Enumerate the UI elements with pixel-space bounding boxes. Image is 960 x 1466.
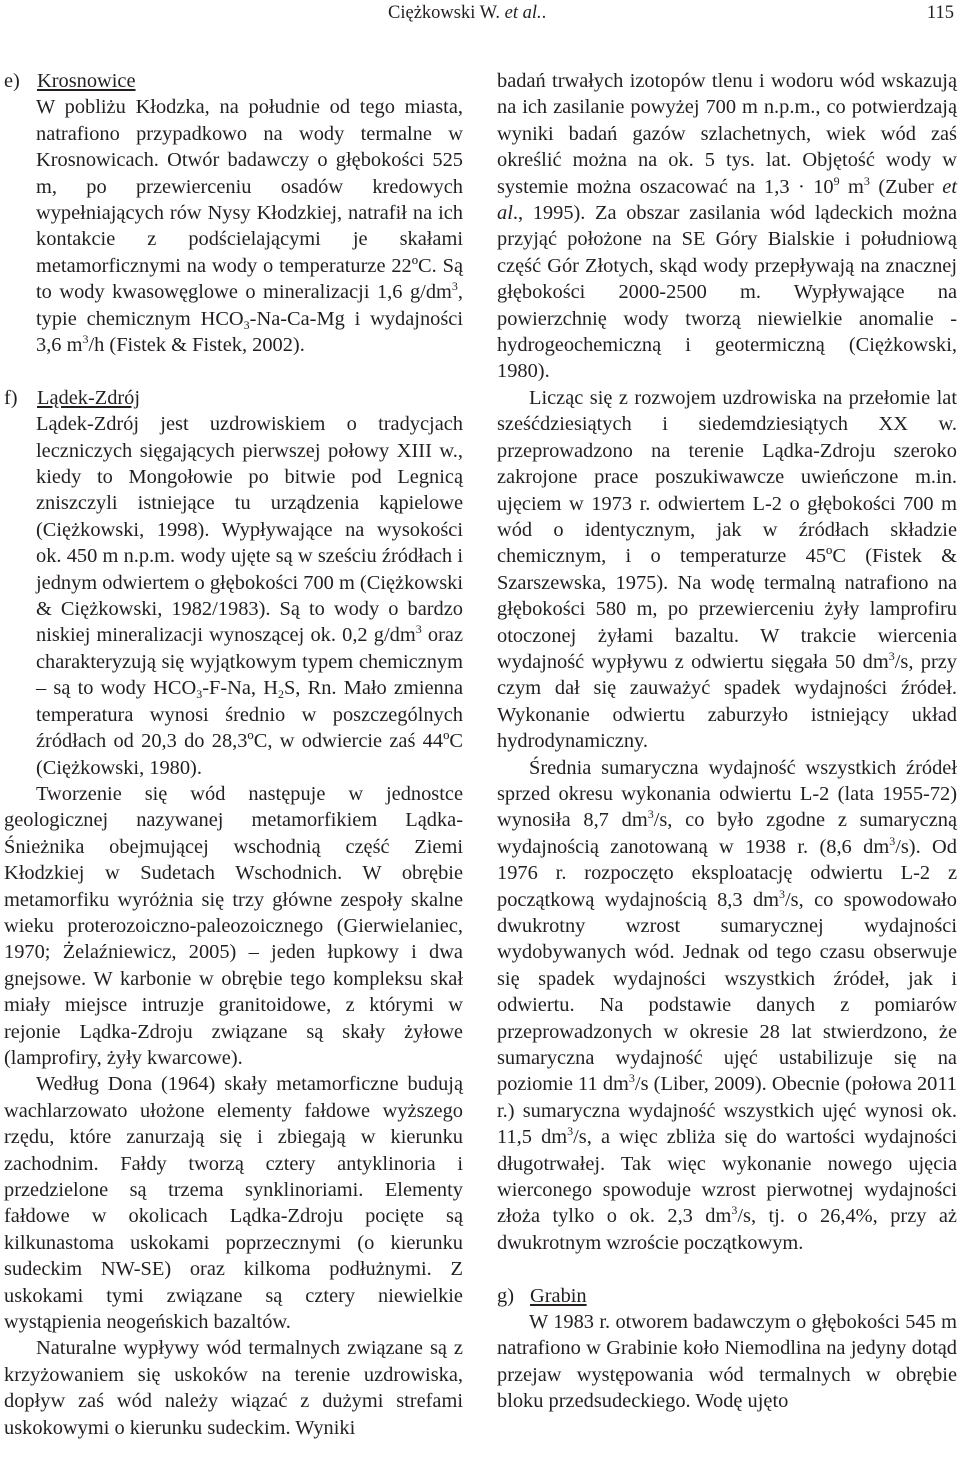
section-letter: e)	[4, 70, 20, 92]
spacer	[497, 1256, 957, 1282]
section-letter: f)	[4, 386, 18, 409]
paragraph-grabin: W 1983 r. otworem badawczym o głębokości 545 m natrafiono w Grabinie koło Niemodlina na jedyny dotąd przejaw występowania wód termalnych w obrębie bloku przedsudeckiego. Wodę ujęto	[497, 1311, 957, 1413]
paragraph-yield: Średnia sumaryczna wydajność wszystkich źródeł sprzed okresu wykonania odwiertu L-2 (lata 1955-72) wynosiła 8,7 $dm^3/s$, co było zgodne z sumaryczną wydajnością zanotowaną w 1938 r. (8,6 $dm^3/s$). Od 1976 r. rozpoczęto eksploatację odwiertu L-2 z początkową wydajnością 8,3 $dm^3/s$, co spowodowało dwukrotny wzrost sumarycznej wydajności wydobywanych wód. Jednak od tego czasu obserwuje się spadek wydajności wszystkich źródeł, jak i odwiertu. Na podstawie danych z pomiarów przeprowadzonych w okresie 28 lat stwierdzono, że sumaryczna wydajność ujęć ustabilizuje się na poziomie 11 $dm^3/s$ (Liber, 2009). Obecnie (połowa 2011 r.) sumaryczna wydajność wszystkich ujęć wynosi ok. 11,5 $dm^3/s$, a więc zbliża się do wartości wydajności długotrwałej. Tak więc wykonanie nowego ujęcia wierconego spowoduje wzrost pierwotnej wydajności złoża tylko o ok. 2,3 $dm^3/s$, tj. o 26,4%, przy aż dwukrotnym wzroście początkowym.	[497, 756, 958, 1254]
paragraph-ladek-outflows: Naturalne wypływy wód termalnych związane są z krzyżowaniem się uskoków na terenie uzdrowiska, dopływ zaś wód należy wiązać z dużymi strefami uskokowymi o kierunku sudeckim. Wyniki	[4, 1337, 463, 1439]
spacer	[4, 358, 463, 384]
section-heading-krosnowice	[4, 68, 463, 94]
right-column	[497, 68, 957, 1415]
section-title: Krosnowice	[37, 70, 136, 92]
running-head-author: Ciężkowski W. et al..	[388, 3, 547, 23]
paragraph-ladek-intro: Lądek-Zdrój jest uzdrowiskiem o tradycjach leczniczych sięgających pierwszej połowy XIII w., kiedy to Mongołowie po bitwie pod Legnicą zniszczyli istniejące tu urządzenia kąpielowe (Ciężkowski, 1998). Wypływające na wysokości ok. 450 m n.p.m. wody ujęte są w sześciu źródłach i jednym odwiertem o głębokości 700 m (Ciężkowski & Ciężkowski, 1982/1983). Są to wody o bardzo niskiej mineralizacji wynoszącej ok. 0,2 $g/dm^3$ oraz charakteryzują się wyjątkowym typem chemicznym – są to wody $HCO_3-F-Na$, $H_2S$, Rn. Mało zmienna temperatura wynosi średnio w poszczególnych źródłach od 20,3 do 28,3ºC, w odwiercie zaś 44ºC (Ciężkowski, 1980).	[36, 413, 464, 779]
paragraph-krosnowice: W pobliżu Kłodzka, na południe od tego miasta, natrafiono przypadkowo na wody termalne w Krosnowicach. Otwór badawczy o głębokości 525 m, po przewierceniu osadów kredowych wypełniających rów Nysy Kłodzkiej, natrafił na ich kontakcie z podścielającymi je skałami metamorficznymi na wody o temperaturze 22ºC. Są to wody kwasowęglowe o mineralizacji 1,6 $g/dm^3$, typie chemicznym $HCO_3-Na-Ca-Mg$ i wydajności 3,6 $m^3/h$ (Fistek & Fistek, 2002).	[36, 96, 463, 357]
section-title: Grabin	[530, 1284, 587, 1307]
paragraph-ladek-geology: Tworzenie się wód następuje w jednostce geologicznej nazywanej metamorfikiem Lądka-Śnieżnika obejmującej wschodnią część Ziemi Kłodzkiej w Sudetach Wschodnich. W obrębie metamorfiku wyróżnia się trzy główne zespoły skalne wieku proterozoiczno-paleozoicznego (Gierwielaniec, 1970; Żelaźniewicz, 2005) – jeden łupkowy i dwa gnejsowe. W karbonie w obrębie tego kompleksu skał miały miejsce intruzje granitoidowe, z którymi w rejonie Lądka-Zdroju związane są skały żyłowe (lamprofiry, żyły kwarcowe).	[4, 782, 463, 1069]
paragraph-isotopes: badań trwałych izotopów tlenu i wodoru wód wskazują na ich zasilanie powyżej 700 m n.p.m., co potwierdzają wyniki badań gazów szlachetnych, wiek wód zaś określić można na ok. 5 tys. lat. Objętość wody w systemie można oszacować na $1,3 \cdot 10^9$ $m^3$ (Zuber et al., 1995). Za obszar zasilania wód lądeckich można przyjąć położone na SE Góry Bialskie i południową część Gór Złotych, skąd wody przepływają na znacznej głębokości 2000-2500 m. Wypływające na powierzchnię wody tworzą niewielkie anomalie - hydrogeochemiczną i geotermiczną (Ciężkowski, 1980).	[497, 70, 957, 383]
left-column	[4, 68, 463, 1441]
section-heading-ladek-zdroj	[4, 385, 463, 411]
running-head-etal: et al.	[504, 3, 542, 23]
paragraph-borehole-l2: Licząc się z rozwojem uzdrowiska na przełomie lat sześćdziesiątych i siedemdziesiątych XX w. przeprowadzono na terenie Lądka-Zdroju szeroko zakrojone prace poszukiwawcze uwieńczone m.in. ujęciem w 1973 r. odwiertem L-2 o głębokości 700 m wód o identycznym, jak w źródłach składzie chemicznym, i o temperaturze 45ºC (Fistek & Szarszewska, 1975). Na wodę termalną natrafiono na głębokości 580 m, po przewierceniu żyły lamprofiru otoczonej żyłami bazaltu. W trakcie wiercenia wydajność wypływu z odwiertu sięgała 50 $dm^3/s$, przy czym dał się zauważyć spadek wydajności źródeł. Wykonanie odwiertu zaburzyło istniejący układ hydrodynamiczny.	[497, 386, 957, 753]
paragraph-ladek-folds: Według Dona (1964) skały metamorficzne budują wachlarzowato ułożone elementy fałdowe wyższego rzędu, które zanurzają się i zbiegają w kierunku zachodnim. Fałdy tworzą cztery antyklinoria i przedzielone są trzema synklinoriami. Elementy fałdowe w okolicach Lądka-Zdroju pocięte są kilkunastoma uskokami poprzecznymi (o kierunku sudeckim NW-SE) oraz kilkoma podłużnymi. Z uskokami tymi związane są cztery niewielkie wystąpienia neogeńskich bazaltów.	[4, 1073, 463, 1334]
section-title: Lądek-Zdrój	[37, 386, 141, 409]
page-number: 115	[926, 3, 954, 23]
running-head	[0, 3, 960, 29]
section-letter: g)	[497, 1284, 514, 1307]
section-heading-grabin	[497, 1283, 957, 1309]
